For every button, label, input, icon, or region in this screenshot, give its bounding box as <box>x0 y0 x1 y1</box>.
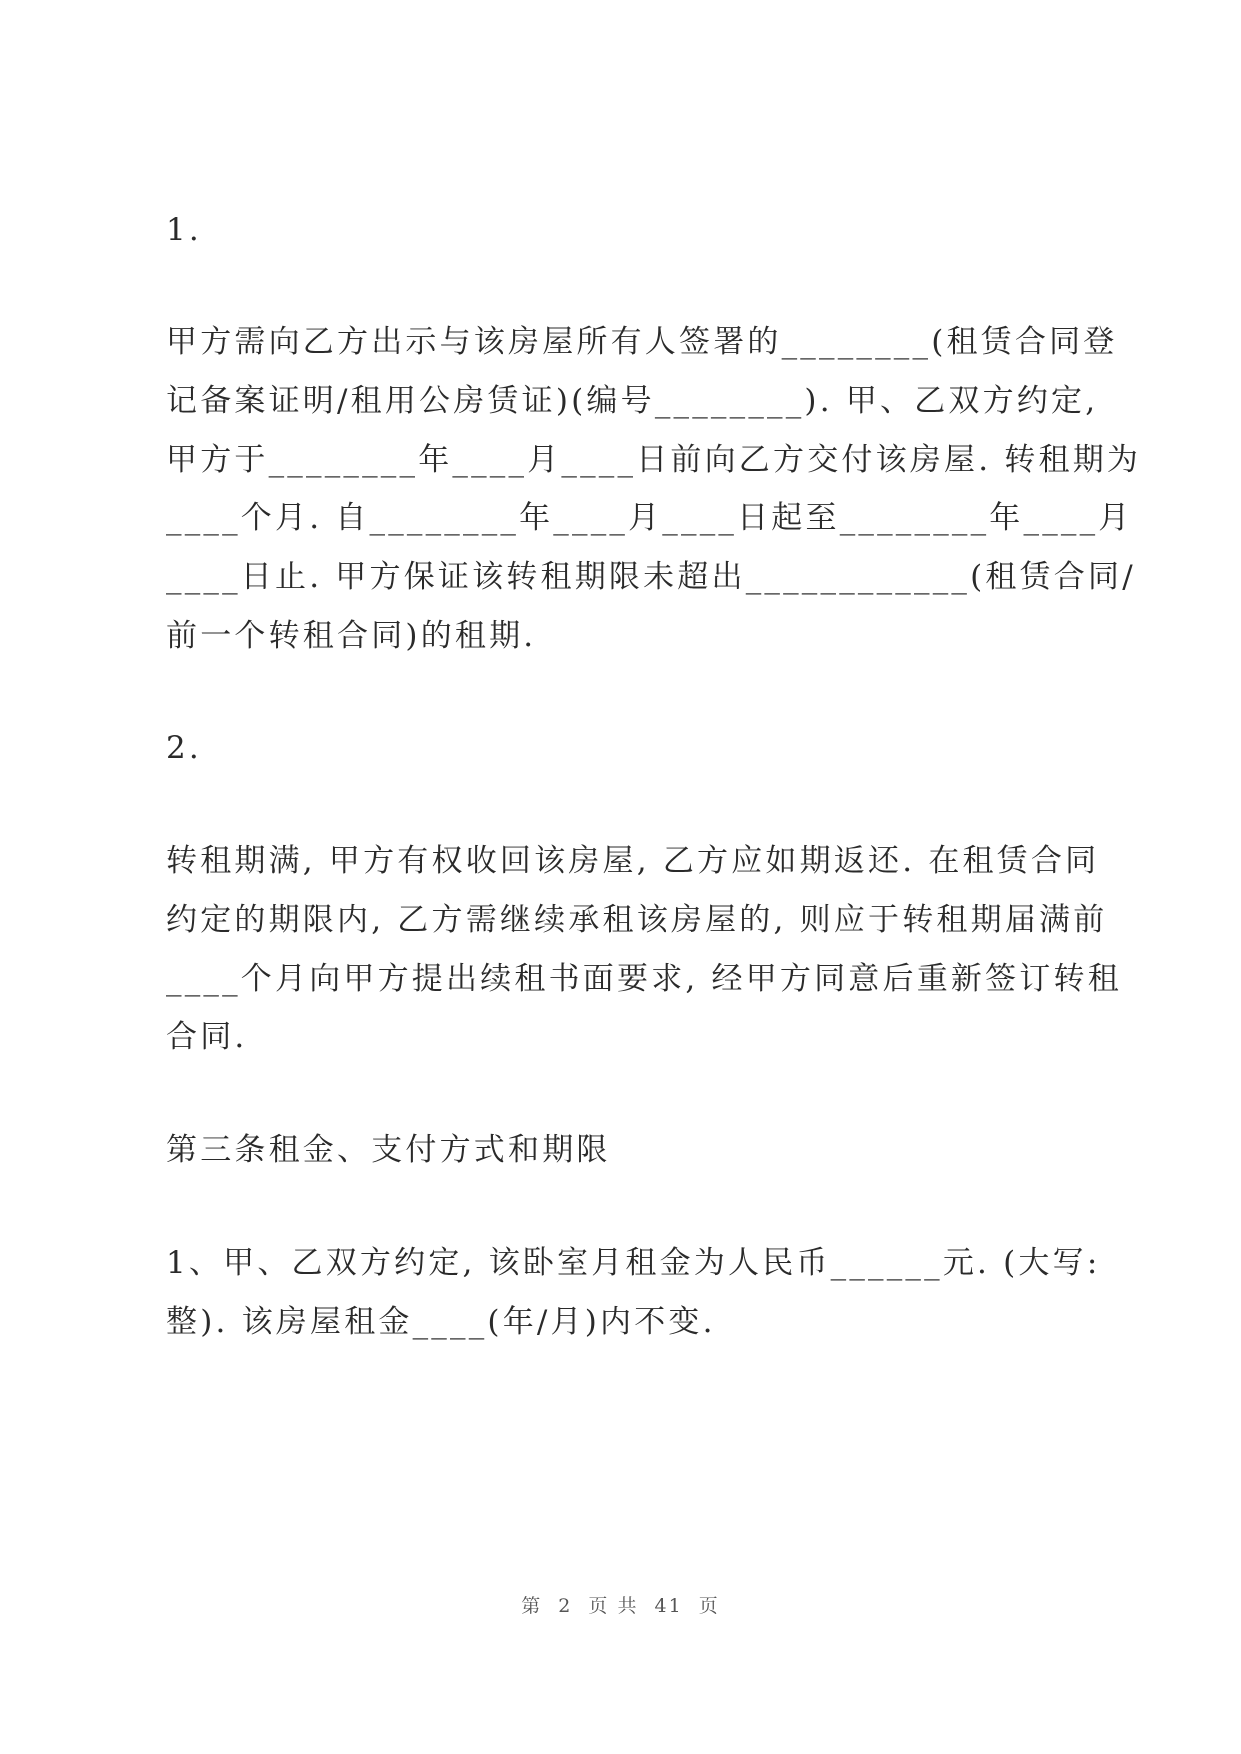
article-3-item-1-line-1: 1、甲、乙双方约定, 该卧室月租金为人民币______元. (大写: <box>166 1245 1101 1281</box>
item-2-number: 2. <box>166 730 202 766</box>
page-number-footer: 第 2 页 共 41 页 <box>521 1595 720 1617</box>
item-1-line-2: 记备案证明/租用公房赁证)(编号________). 甲、乙双方约定, <box>166 383 1099 419</box>
item-1-line-3: 甲方于________年____月____日前向乙方交付该房屋. 转租期为 <box>166 442 1142 478</box>
item-2-line-3: ____个月向甲方提出续租书面要求, 经甲方同意后重新签订转租 <box>166 961 1122 997</box>
item-2-line-1: 转租期满, 甲方有权收回该房屋, 乙方应如期返还. 在租赁合同 <box>166 843 1100 879</box>
item-2-line-4: 合同. <box>166 1019 248 1055</box>
item-1-line-4: ____个月. 自________年____月____日起至________年____月 <box>166 500 1133 536</box>
article-3-item-1-line-2: 整). 该房屋租金____(年/月)内不变. <box>166 1304 716 1340</box>
item-1-line-1: 甲方需向乙方出示与该房屋所有人签署的________(租赁合同登 <box>166 324 1118 360</box>
item-2-line-2: 约定的期限内, 乙方需继续承租该房屋的, 则应于转租期届满前 <box>166 902 1108 938</box>
item-1-number: 1. <box>166 212 202 248</box>
article-3-heading: 第三条租金、支付方式和期限 <box>166 1132 611 1168</box>
item-1-line-5: ____日止. 甲方保证该转租期限未超出____________(租赁合同/ <box>166 559 1136 595</box>
item-1-line-6: 前一个转租合同)的租期. <box>166 618 537 654</box>
